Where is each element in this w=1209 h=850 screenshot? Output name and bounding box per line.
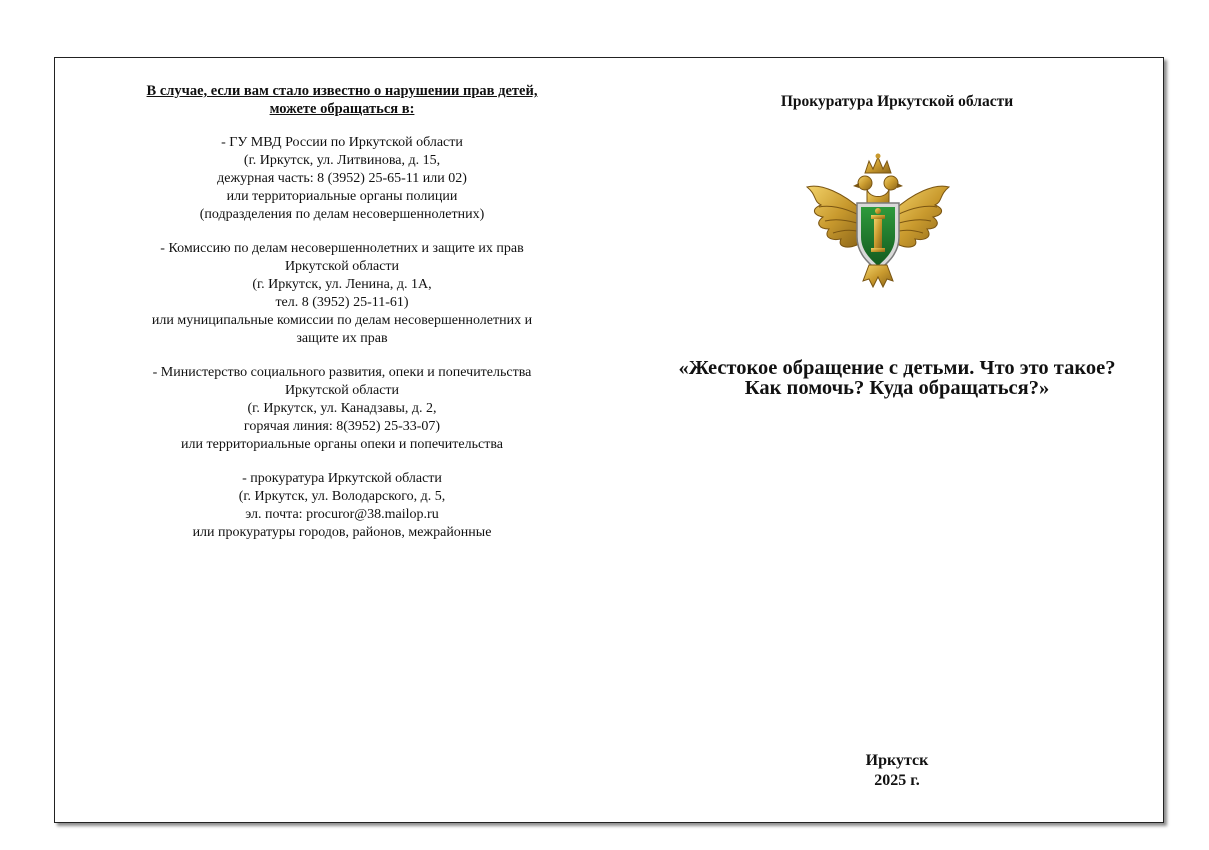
contact-line: - Комиссию по делам несовершеннолетних и защите их прав [160,241,524,256]
contacts-panel [55,82,629,558]
contact-line: (г. Иркутск, ул. Ленина, д. 1А, [252,277,432,292]
contact-line: или прокуратуры городов, районов, межрайонные [192,525,492,540]
brochure-sheet [54,57,1164,823]
contact-block-police [55,134,629,224]
contact-line: (г. Иркутск, ул. Канадзавы, д. 2, [247,401,437,416]
cover-panel [629,58,1165,824]
city-label: Иркутск [865,752,929,769]
contact-line: - Министерство социального развития, опеки и попечительства [152,365,532,380]
contact-line: или территориальные органы опеки и попечительства [181,437,503,452]
contact-line: дежурная часть: 8 (3952) 25-65-11 или 02) [217,171,467,186]
contact-line: - прокуратура Иркутской области [242,471,442,486]
contact-line: или территориальные органы полиции [226,189,458,204]
contact-line: (подразделения по делам несовершеннолетних) [199,207,485,222]
heading-line: В случае, если вам стало известно о нарушении прав детей, [146,83,538,99]
contact-line: (г. Иркутск, ул. Литвинова, д. 15, [243,153,441,168]
contact-line: тел. 8 (3952) 25-11-61) [275,295,409,310]
contact-line: - ГУ МВД России по Иркутской области [221,135,463,150]
contact-line: (г. Иркутск, ул. Володарского, д. 5, [238,489,446,504]
brochure-title [629,358,1165,398]
contact-line: или муниципальные комиссии по делам несовершеннолетних и [151,313,533,328]
organization-title: Прокуратура Иркутской области [780,93,1014,110]
contact-line: горячая линия: 8(3952) 25-33-07) [243,419,441,434]
title-line: Как помочь? Куда обращаться?» [744,377,1050,399]
contacts-heading [55,82,629,118]
contact-line: защите их прав [296,331,388,346]
contact-block-commission [55,240,629,348]
contact-line: Иркутской области [284,383,400,398]
title-line: «Жестокое обращение с детьми. Что это такое? [678,357,1116,379]
year-label: 2025 г. [874,772,920,789]
contact-block-ministry [55,364,629,454]
contact-line: Иркутской области [284,259,400,274]
heading-line: можете обращаться в: [269,101,415,117]
place-and-year [629,751,1165,791]
contact-block-prosecutor [55,470,629,542]
prosecutor-emblem-icon [803,153,953,293]
contact-email-line: эл. почта: procuror@38.mailop.ru [245,507,439,522]
